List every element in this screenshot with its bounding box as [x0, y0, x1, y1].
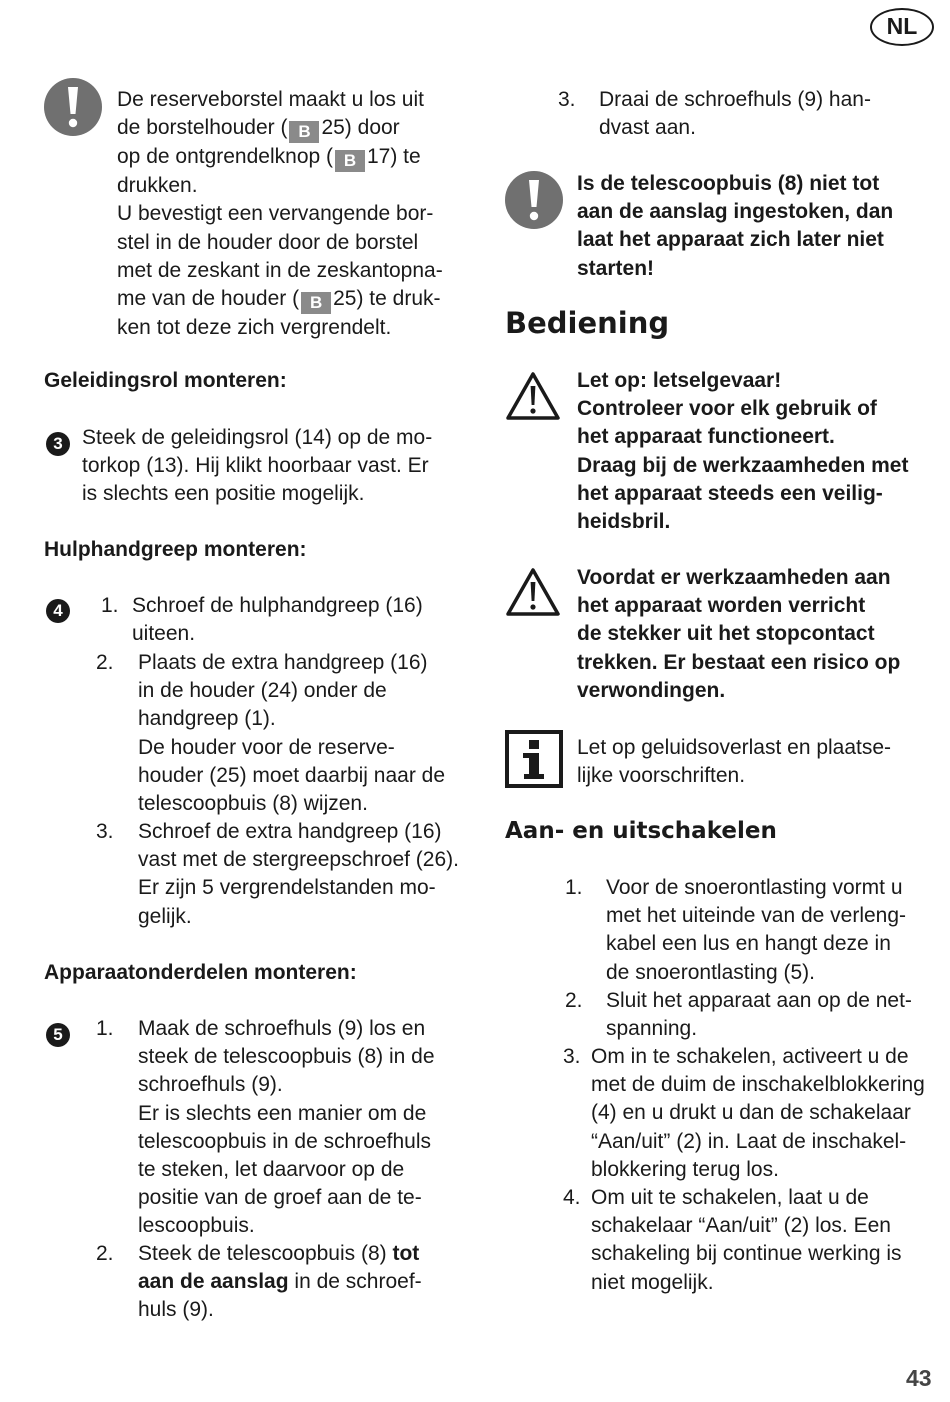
text-line: het apparaat functioneert. [577, 425, 835, 449]
note-line: drukken. [117, 174, 198, 198]
list-item [138, 1015, 435, 1241]
list-item [606, 874, 906, 987]
language-badge: NL [870, 8, 934, 46]
text-line: verwondingen. [577, 678, 726, 702]
list-number: 1. [565, 876, 583, 899]
list-number: 1. [96, 1017, 114, 1040]
note-line: me van de houder ( B 25) te druk- [117, 287, 441, 313]
list-number: 2. [96, 651, 114, 674]
text-line: telescoopbuis in de schroefhuls [138, 1129, 432, 1153]
list-number: 3. [563, 1045, 581, 1068]
text-line: blokkering terug los. [591, 1157, 779, 1181]
warning-triangle-icon [505, 371, 561, 429]
figure-b-badge: B [289, 121, 319, 143]
text-line: Schroef de extra handgreep (16) [138, 820, 442, 843]
list-item [606, 987, 912, 1043]
info-icon [505, 730, 563, 796]
text-line: torkop (13). Hij klikt hoorbaar vast. Er [82, 454, 429, 478]
text-line: Let op geluidsoverlast en plaatse- [577, 736, 892, 759]
list-item [138, 649, 445, 818]
page-number: 43 [906, 1365, 932, 1391]
note-exclamation-icon [505, 171, 563, 237]
text-line: Er is slechts een manier om de [138, 1101, 427, 1125]
list-number: 4. [563, 1186, 581, 1209]
note-line: stel in de houder door de borstel [117, 230, 419, 254]
section-subtitle: Hulphandgreep monteren: [44, 538, 307, 561]
text-line: positie van de groef aan de te- [138, 1186, 422, 1210]
warning-injury [577, 367, 908, 536]
text-line: aan de aanslag in de schroef- [138, 1270, 422, 1294]
text-line: Schroef de hulphandgreep (16) [132, 594, 423, 617]
list-number: 1. [101, 594, 119, 617]
text-line: Draag bij de werkzaamheden met [577, 453, 909, 477]
text-line: starten! [577, 256, 655, 280]
list-number: 3. [96, 820, 114, 843]
geleidingsrol-text [82, 424, 432, 509]
text-line: Sluit het apparaat aan op de net- [606, 989, 912, 1012]
section-heading-aan-uit: Aan- en uitschakelen [505, 818, 777, 844]
figure-b-badge: B [335, 150, 365, 172]
reserve-brush-note [117, 86, 497, 342]
list-item [138, 818, 459, 931]
text-line: lescoopbuis. [138, 1214, 255, 1238]
text-line: schakeling bij continue werking is [591, 1242, 902, 1266]
text-line: Maak de schroefhuls (9) los en [138, 1017, 426, 1040]
text-line: trekken. Er bestaat een risico op [577, 650, 901, 674]
text-line: Steek de telescoopbuis (8) tot [138, 1242, 420, 1265]
text-line: houder (25) moet daarbij naar de [138, 763, 446, 787]
list-item [591, 1043, 925, 1184]
text-line: het apparaat worden verricht [577, 594, 866, 618]
text-line: de snoerontlasting (5). [606, 960, 815, 984]
list-number: 2. [96, 1242, 114, 1265]
text-line: schakelaar “Aan/uit” (2) los. Een [591, 1214, 891, 1238]
text-line: telescoopbuis (8) wijzen. [138, 792, 368, 816]
list-item [138, 1240, 422, 1325]
text-line: De houder voor de reserve- [138, 735, 395, 759]
note-exclamation-icon [44, 78, 102, 144]
text-line: gelijk. [138, 904, 192, 928]
section-subtitle: Apparaatonderdelen monteren: [44, 961, 357, 984]
text-line: de stekker uit het stopcontact [577, 622, 875, 646]
text-line: spanning. [606, 1017, 698, 1041]
list-item [132, 592, 423, 648]
text-line: is slechts een positie mogelijk. [82, 482, 365, 506]
text-line: Er zijn 5 vergrendelstanden mo- [138, 876, 436, 900]
info-noise [577, 734, 891, 790]
list-number: 2. [565, 989, 583, 1012]
text-line: met de duim de inschakelblokkering [591, 1073, 925, 1097]
list-item [591, 1184, 902, 1297]
text-line: dvast aan. [599, 116, 696, 140]
text-line: Controleer voor elk gebruik of [577, 397, 877, 421]
note-line: met de zeskant in de zeskantopna- [117, 258, 443, 282]
text-line: uiteen. [132, 622, 196, 646]
figure-b-badge: B [301, 292, 331, 314]
text-line: laat het apparaat zich later niet [577, 228, 884, 252]
note-line: De reserveborstel maakt u los uit [117, 88, 424, 111]
note-line: U bevestigt een vervangende bor- [117, 202, 434, 226]
text-line: in de houder (24) onder de [138, 679, 387, 703]
text-line: Is de telescoopbuis (8) niet tot [577, 172, 880, 195]
text-line: lijke voorschriften. [577, 764, 746, 788]
note-line: ken tot deze zich vergrendelt. [117, 316, 392, 340]
text-line: Om in te schakelen, activeert u de [591, 1045, 909, 1068]
text-line: schroefhuls (9). [138, 1073, 283, 1097]
text-line: handgreep (1). [138, 707, 276, 731]
section-subtitle: Geleidingsrol monteren: [44, 369, 287, 392]
figure-bullet: 3 [46, 432, 70, 456]
text-line: vast met de stergreepschroef (26). [138, 848, 459, 872]
text-line: Steek de geleidingsrol (14) op de mo- [82, 426, 433, 449]
text-line: Voordat er werkzaamheden aan [577, 566, 891, 589]
text-line: te steken, let daarvoor op de [138, 1158, 405, 1182]
list-number: 3. [558, 88, 576, 111]
figure-bullet: 4 [46, 599, 70, 623]
note-line: op de ontgrendelknop ( B 17) te [117, 145, 421, 171]
text-line: kabel een lus en hangt deze in [606, 932, 891, 956]
text-line: huls (9). [138, 1298, 214, 1322]
text-line: het apparaat steeds een veilig- [577, 481, 883, 505]
text-line: (4) en u drukt u dan de schakelaar [591, 1101, 911, 1125]
text-line: met het uiteinde van de verleng- [606, 904, 907, 928]
text-line: Om uit te schakelen, laat u de [591, 1186, 869, 1209]
text-line: aan de aanslag ingestoken, dan [577, 200, 894, 224]
telescope-note [577, 170, 893, 283]
text-line: “Aan/uit” (2) in. Laat de inschakel- [591, 1129, 907, 1153]
text-line: heidsbril. [577, 510, 671, 534]
text-line: Let op: letselgevaar! [577, 369, 782, 392]
note-line: de borstelhouder ( B 25) door [117, 116, 400, 142]
text-line: Draai de schroefhuls (9) han- [599, 88, 871, 111]
figure-bullet: 5 [46, 1023, 70, 1047]
text-line: niet mogelijk. [591, 1270, 714, 1294]
warning-unplug [577, 564, 900, 705]
section-heading-bediening: Bediening [505, 306, 670, 340]
warning-triangle-icon [505, 567, 561, 625]
text-line: Voor de snoerontlasting vormt u [606, 876, 903, 899]
text-line: Plaats de extra handgreep (16) [138, 651, 428, 674]
text-line: steek de telescoopbuis (8) in de [138, 1045, 435, 1069]
list-item [599, 86, 871, 142]
